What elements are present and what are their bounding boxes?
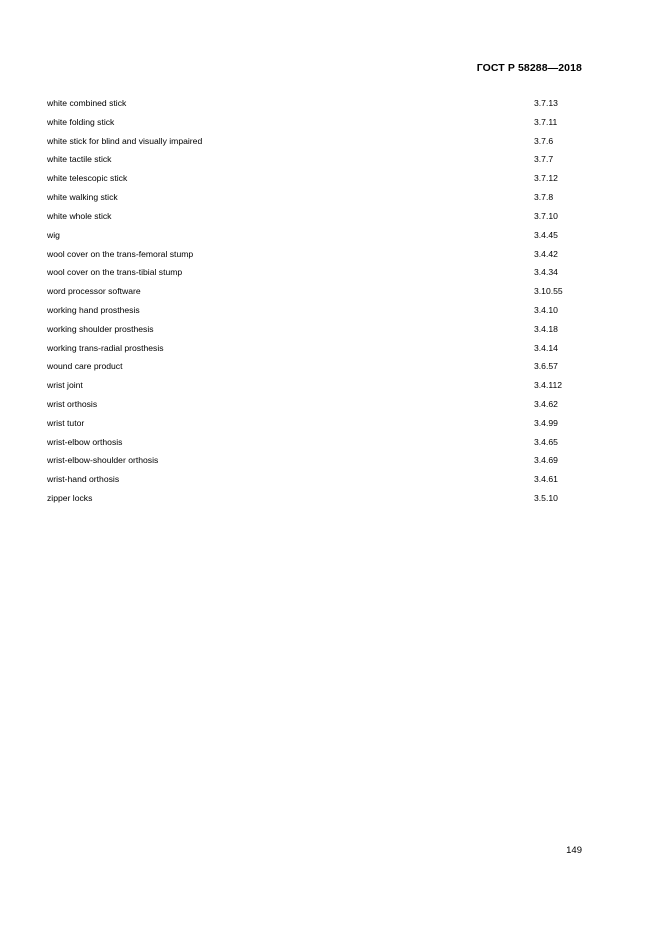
- index-ref: 3.4.62: [534, 399, 558, 409]
- index-term: zipper locks: [47, 493, 93, 504]
- index-row: [47, 339, 587, 358]
- index-term: white whole stick: [47, 210, 112, 221]
- index-ref: 3.7.8: [534, 192, 554, 203]
- standard-code: ГОСТ Р 58288—2018: [476, 62, 582, 74]
- index-term: wrist-elbow-shoulder orthosis: [47, 455, 159, 466]
- index-ref: 3.4.61: [534, 474, 558, 485]
- index-ref: 3.4.34: [534, 267, 558, 278]
- index-row: [47, 245, 587, 264]
- index-row: [47, 489, 587, 508]
- index-row: [47, 282, 587, 301]
- index-ref: 3.4.99: [534, 417, 558, 428]
- index-term: working trans-radial prosthesis: [47, 342, 164, 353]
- index-row: [47, 395, 587, 414]
- index-term: word processor software: [47, 286, 141, 297]
- index-row: [47, 132, 587, 151]
- index-row: [47, 263, 587, 282]
- index-ref: 3.4.18: [534, 323, 558, 334]
- index-term: wrist-hand orthosis: [47, 474, 120, 485]
- index-term: wrist tutor: [47, 417, 85, 428]
- index-row: [47, 451, 587, 470]
- index-row: [47, 94, 587, 113]
- index-ref: 3.4.14: [534, 342, 558, 353]
- index-row: [47, 470, 587, 489]
- index-row: [47, 113, 587, 132]
- index-row: [47, 301, 587, 320]
- index-ref: 3.6.57: [534, 361, 558, 372]
- index-term: white walking stick: [47, 192, 118, 203]
- index-term: wrist-elbow orthosis: [47, 436, 123, 447]
- index-ref: 3.7.11: [534, 116, 558, 127]
- index-ref: 3.7.7: [534, 154, 554, 165]
- index-row: [47, 320, 587, 339]
- index-term: white folding stick: [47, 116, 115, 127]
- index-row: [47, 150, 587, 169]
- index-row: [47, 169, 587, 188]
- index-term: white combined stick: [47, 98, 127, 108]
- index-term: wrist orthosis: [47, 399, 98, 409]
- index-term: white stick for blind and visually impaired: [47, 135, 203, 146]
- index-ref: 3.4.42: [534, 248, 558, 259]
- index-term: white telescopic stick: [47, 173, 128, 184]
- index-ref: 3.7.6: [534, 135, 554, 146]
- index-ref: 3.4.10: [534, 304, 558, 315]
- index-ref: 3.4.45: [534, 229, 558, 240]
- index-row: [47, 433, 587, 452]
- index-row: [47, 376, 587, 395]
- index-ref: 3.4.65: [534, 436, 558, 447]
- index-term: wound care product: [47, 361, 123, 372]
- index-ref: 3.10.55: [534, 286, 563, 297]
- index-ref: 3.4.112: [534, 380, 563, 391]
- index-term: wrist joint: [47, 380, 83, 391]
- index-term: wool cover on the trans-tibial stump: [47, 267, 183, 278]
- index-ref: 3.4.69: [534, 455, 558, 466]
- index-row: [47, 414, 587, 433]
- index-term: working hand prosthesis: [47, 304, 140, 315]
- index-ref: 3.5.10: [534, 493, 558, 504]
- index-row: [47, 188, 587, 207]
- index-term: white tactile stick: [47, 154, 112, 165]
- index-ref: 3.7.10: [534, 210, 558, 221]
- index-row: [47, 357, 587, 376]
- index-term: working shoulder prosthesis: [47, 323, 154, 334]
- index-ref: 3.7.13: [534, 98, 558, 108]
- page-number: 149: [566, 845, 582, 856]
- term-index-list: [47, 94, 587, 508]
- index-term: wool cover on the trans-femoral stump: [47, 248, 194, 259]
- index-term: wig: [47, 229, 60, 240]
- index-row: [47, 207, 587, 226]
- index-row: [47, 226, 587, 245]
- index-ref: 3.7.12: [534, 173, 558, 184]
